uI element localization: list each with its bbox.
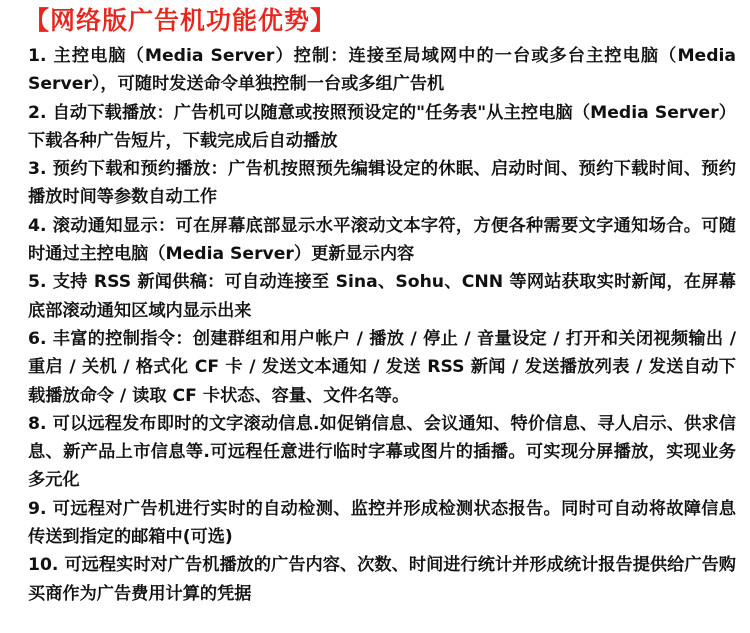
document-title: 【网络版广告机功能优势】 [24, 6, 337, 35]
list-item: 3. 预约下载和预约播放：广告机按照预先编辑设定的休眠、启动时间、预约下载时间、预约播放时间等参数自动工作 [28, 159, 736, 208]
list-item: 10. 可远程实时对广告机播放的广告内容、次数、时间进行统计并形成统计报告提供给广告购买商作为广告费用计算的凭据 [28, 555, 736, 604]
list-item: 9. 可远程对广告机进行实时的自动检测、监控并形成检测状态报告。同时可自动将故障信息传送到指定的邮箱中(可选) [28, 498, 736, 548]
list-item: 6. 丰富的控制指令：创建群组和用户帐户 / 播放 / 停止 / 音量设定 / 打开和关闭视频输出 / 重启 / 关机 / 格式化 CF 卡 / 发送文本通知 / 发送 RSS 新闻 / 发送播放列表 / 发送自动下载播放命令 / 读取 CF 卡状态、容量、文件名等。 [28, 328, 736, 406]
list-item: 4. 滚动通知显示：可在屏幕底部显示水平滚动文本字符，方便各种需要文字通知场合。可随时通过主控电脑（Media Server）更新显示内容 [28, 215, 736, 265]
list-item: 5. 支持 RSS 新闻供稿：可自动连接至 Sina、Sohu、CNN 等网站获取实时新闻，在屏幕底部滚动通知区域内显示出来 [28, 272, 736, 321]
list-item: 2. 自动下载播放：广告机可以随意或按照预设定的"任务表"从主控电脑（Media Server）下载各种广告短片，下载完成后自动播放 [28, 102, 736, 151]
list-item: 8. 可以远程发布即时的文字滚动信息.如促销信息、会议通知、特价信息、寻人启示、供求信息、新产品上市信息等.可远程任意进行临时字幕或图片的插播。可实现分屏播放，实现业务多元化 [28, 413, 736, 491]
list-item: 1. 主控电脑（Media Server）控制：连接至局域网中的一台或多台主控电脑（Media Server），可随时发送命令单独控制一台或多组广告机 [28, 46, 736, 95]
feature-list [28, 42, 736, 608]
